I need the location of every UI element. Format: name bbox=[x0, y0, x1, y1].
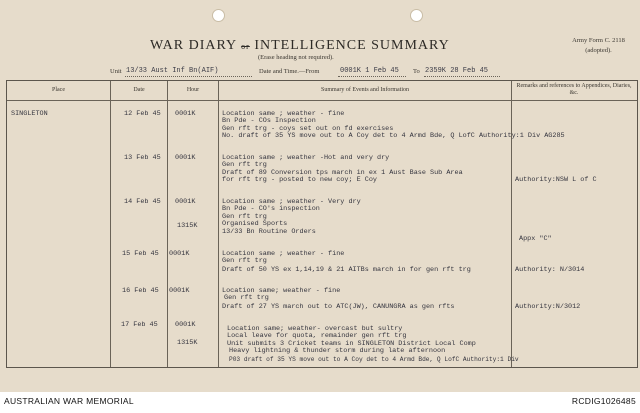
entry-remarks: Authority:N/3012 bbox=[515, 303, 581, 311]
entry-hour: 0001K bbox=[175, 321, 196, 329]
from-rule bbox=[338, 76, 406, 77]
entry-hour: 0001K bbox=[169, 287, 190, 295]
entry-line: Location same ; weather - Very dry bbox=[222, 198, 361, 206]
entry-line: Bn Pde - COs Inspection bbox=[222, 117, 316, 126]
header-rule bbox=[7, 100, 637, 101]
heading-note: (Erase heading not required). bbox=[258, 54, 334, 61]
from-value: 0001K 1 Feb 45 bbox=[340, 67, 399, 75]
entry-line: P03 draft of 35 YS move out to A Coy det to 4 Armd Bde, Q LofC Authority:1 Div bbox=[229, 355, 519, 363]
entry-date: 13 Feb 45 bbox=[124, 154, 161, 162]
punch-hole bbox=[212, 9, 225, 22]
entry-remarks: Authority: N/3014 bbox=[515, 265, 585, 274]
entry-date: 12 Feb 45 bbox=[124, 110, 161, 118]
title-or: or bbox=[241, 42, 250, 51]
entry-place: SINGLETON bbox=[11, 110, 48, 118]
entry-line: Location same ; weather - fine bbox=[222, 110, 345, 118]
entry-line: Location same ; weather - fine bbox=[222, 250, 345, 258]
col-head-hour: Hour bbox=[186, 87, 200, 93]
col-head-date: Date bbox=[133, 87, 145, 93]
entry-hour: 0001K bbox=[175, 110, 196, 118]
title-intelligence-summary: INTELLIGENCE SUMMARY bbox=[254, 38, 450, 53]
unit-line bbox=[110, 66, 620, 78]
entry-line: Local leave for quota, remainder gen rft trg bbox=[227, 332, 407, 341]
entry-line: Organised Sports bbox=[222, 220, 288, 229]
entry-hour: 0001K bbox=[169, 250, 190, 258]
entry-date: 17 Feb 45 bbox=[121, 321, 158, 329]
unit-label: Unit bbox=[110, 68, 122, 75]
entry-hour: 0001K bbox=[175, 198, 196, 206]
entry-line: Gen rft trg bbox=[222, 161, 267, 170]
diary-table bbox=[6, 80, 638, 368]
unit-rule bbox=[125, 76, 252, 77]
entry-line: Location same; weather - fine bbox=[222, 287, 341, 295]
column-rule bbox=[110, 81, 111, 367]
footer-archive-name: AUSTRALIAN WAR MEMORIAL bbox=[4, 396, 134, 406]
diary-title bbox=[150, 38, 450, 54]
to-rule bbox=[424, 76, 500, 77]
form-number: Army Form C. 2118 bbox=[572, 37, 625, 44]
entry-line: Draft of 50 YS ex 1,14,19 & 21 AITBs march in for gen rft trg bbox=[222, 265, 471, 274]
column-rule bbox=[511, 81, 512, 367]
column-rule bbox=[218, 81, 219, 367]
entry-hour: 1315K bbox=[177, 222, 198, 230]
entry-date: 15 Feb 45 bbox=[122, 250, 159, 258]
date-time-label: Date and Time.—From bbox=[259, 68, 320, 75]
to-value: 2359K 28 Feb 45 bbox=[425, 67, 489, 75]
entry-line: Heavy lightning & thunder storm during late afternoon bbox=[229, 347, 446, 356]
army-form-number bbox=[561, 36, 636, 56]
entry-line: Gen rft trg bbox=[224, 294, 269, 303]
col-head-remarks: Remarks and references to Appendices, Diaries, &c. bbox=[516, 83, 632, 96]
entry-hour: 1315K bbox=[177, 339, 198, 347]
entry-line: Gen rft trg bbox=[222, 257, 267, 266]
entry-line: Unit submits 3 Cricket teams in SINGLETON District Local Comp bbox=[227, 339, 476, 348]
entry-line: 13/33 Bn Routine Orders bbox=[222, 227, 316, 236]
entry-line: Location same; weather- overcast but sultry bbox=[227, 325, 403, 333]
col-head-place: Place bbox=[52, 87, 65, 93]
entry-remarks: Authority:NSW L of C bbox=[515, 176, 597, 185]
entry-line: Gen rft trg - coys set out on fd exercises bbox=[222, 124, 394, 133]
punch-hole bbox=[410, 9, 423, 22]
footer-record-id: RCDIG1026485 bbox=[571, 396, 636, 406]
entry-line: Draft of 27 YS march out to ATC(JW), CANUNGRA as gen rfts bbox=[222, 303, 455, 311]
col-head-summary: Summary of Events and Information bbox=[321, 87, 409, 93]
entry-date: 16 Feb 45 bbox=[122, 287, 159, 295]
form-adopted: (adopted). bbox=[585, 47, 612, 54]
entry-line: for rft trg - posted to new coy; E Coy bbox=[222, 176, 377, 185]
to-label: To bbox=[413, 68, 420, 75]
column-rule bbox=[167, 81, 168, 367]
entry-date: 14 Feb 45 bbox=[124, 198, 161, 206]
entry-line: Gen rft trg bbox=[222, 212, 267, 221]
unit-value: 13/33 Aust Inf Bn(AIF) bbox=[126, 67, 219, 75]
title-war-diary: WAR DIARY bbox=[150, 38, 237, 53]
entry-hour: 0001K bbox=[175, 154, 196, 162]
entry-remarks: Appx "C" bbox=[519, 235, 552, 243]
entry-line: Location same ; weather -Hot and very dry bbox=[222, 154, 390, 162]
entry-line: No. draft of 35 YS move out to A Coy det to 4 Armd Bde, Q LofC Authority:1 Div AG285 bbox=[222, 132, 565, 141]
entry-line: Bn Pde - CO's inspection bbox=[222, 205, 320, 214]
entry-line: Draft of 89 Conversion tps march in ex 1 Aust Base Sub Area bbox=[222, 168, 463, 177]
